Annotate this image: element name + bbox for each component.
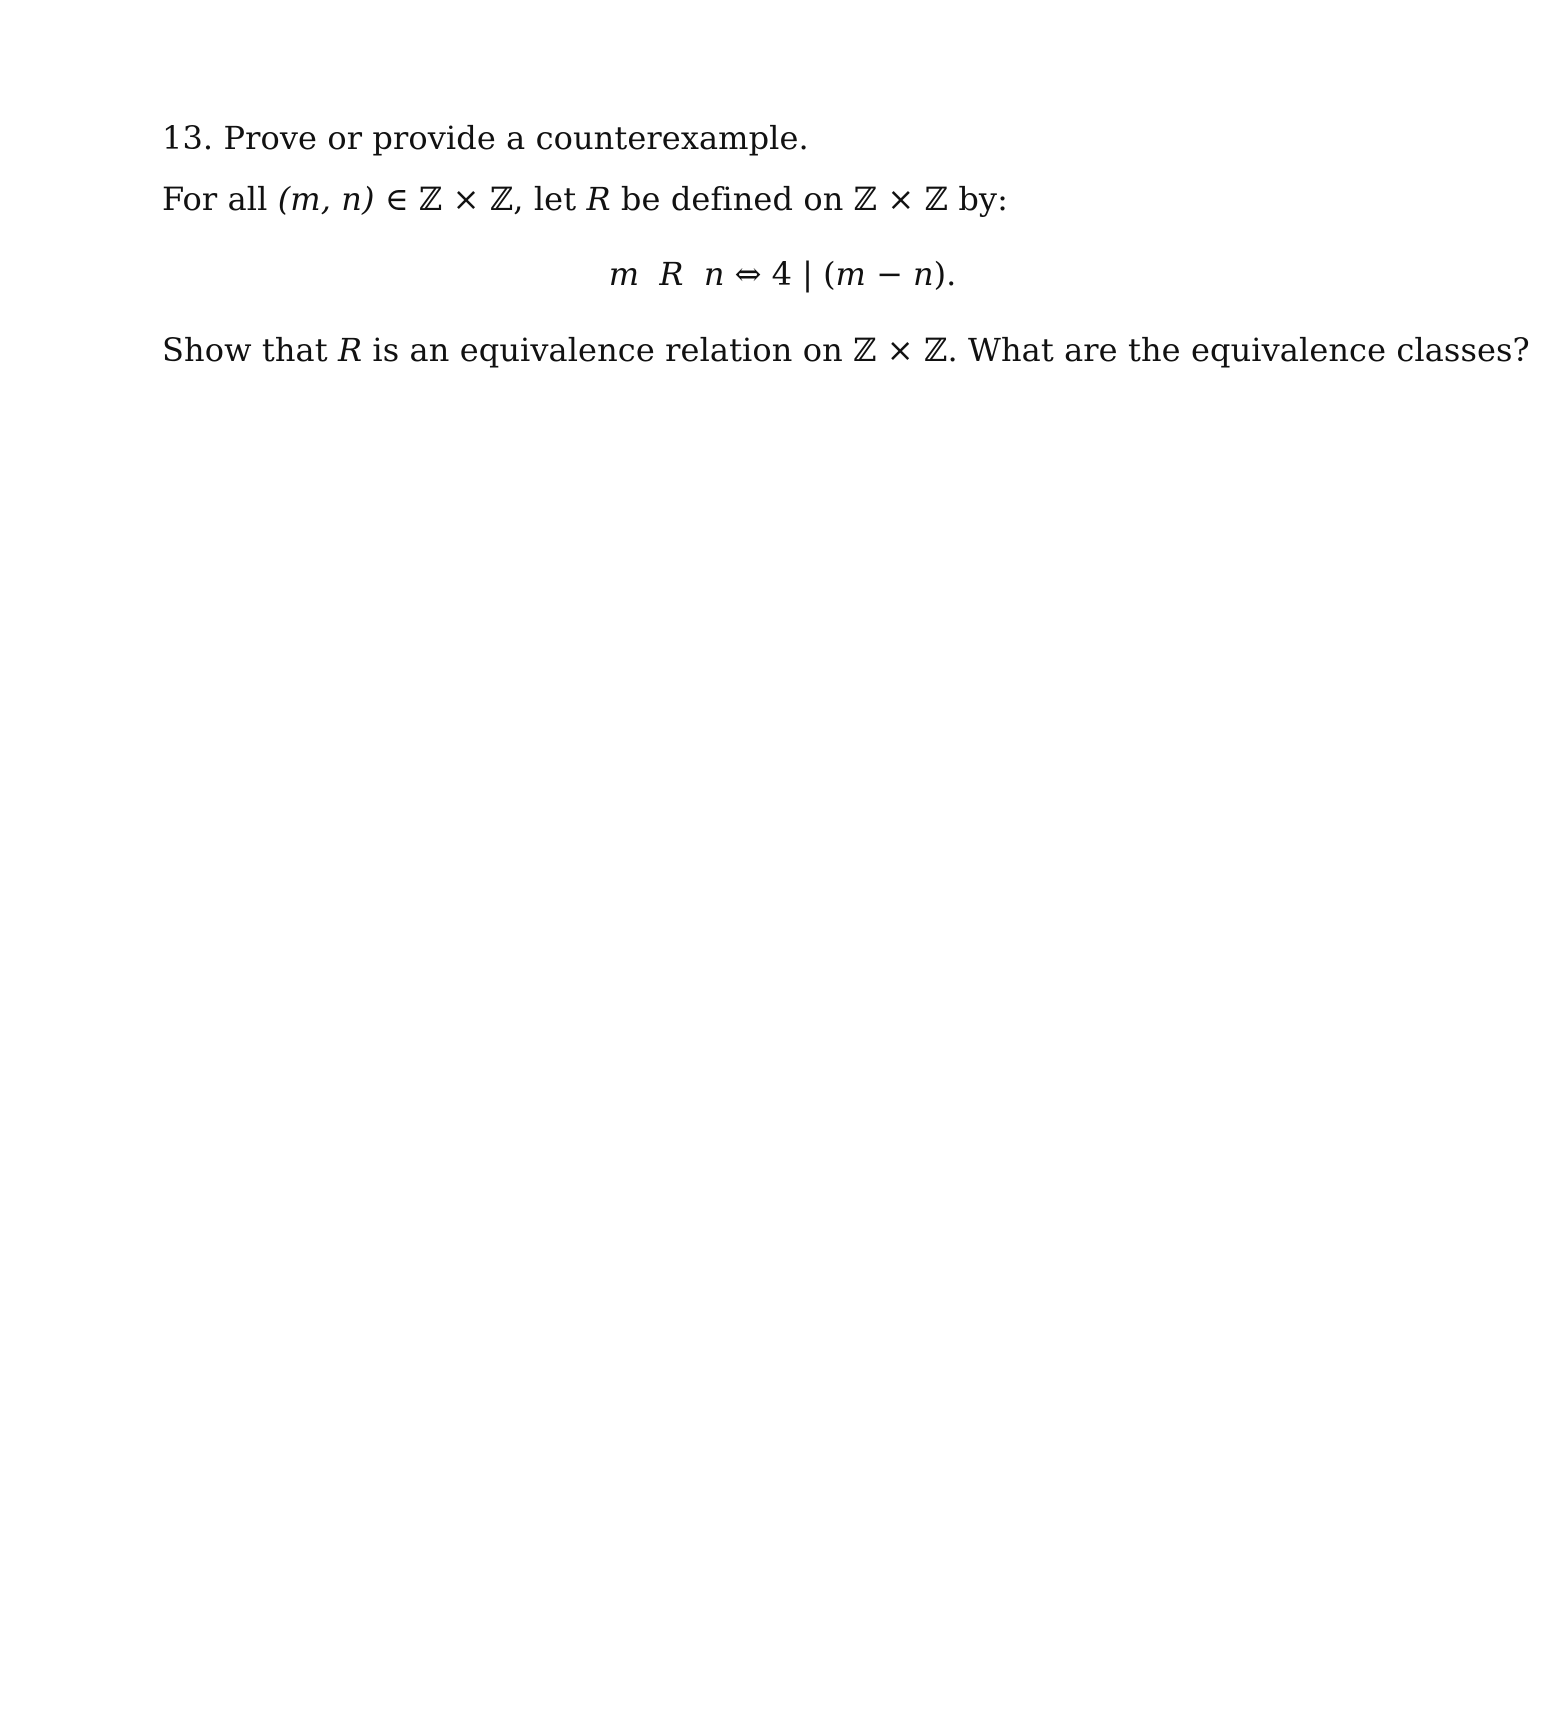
formula-end: ). <box>933 255 957 293</box>
formula-R: R <box>659 255 684 293</box>
formula-minus: − <box>865 255 914 293</box>
definition-end-text: be defined on ℤ × ℤ by: <box>610 180 1008 218</box>
problem-definition <box>162 179 1008 219</box>
definition-middle-text: ∈ ℤ × ℤ, let <box>374 180 587 218</box>
formula-rhs-n: n <box>913 255 934 293</box>
question-suffix: is an equivalence relation on ℤ × ℤ. What are the equivalence classes? <box>362 331 1530 369</box>
formula-iff-divides: ⇔ 4 | ( <box>724 255 836 293</box>
definition-prefix: For all <box>162 180 278 218</box>
question-relation-symbol: R <box>337 331 363 369</box>
question-prefix: Show that <box>162 331 338 369</box>
relation-symbol: R <box>586 180 611 218</box>
relation-formula <box>0 254 1549 294</box>
formula-n: n <box>703 255 725 293</box>
formula-rhs-m: m <box>835 255 866 293</box>
pair-variable: (m, n) <box>277 180 375 218</box>
problem-question <box>162 330 1530 370</box>
formula-m: m <box>608 255 640 293</box>
problem-heading: 13. Prove or provide a counterexample. <box>162 119 809 157</box>
